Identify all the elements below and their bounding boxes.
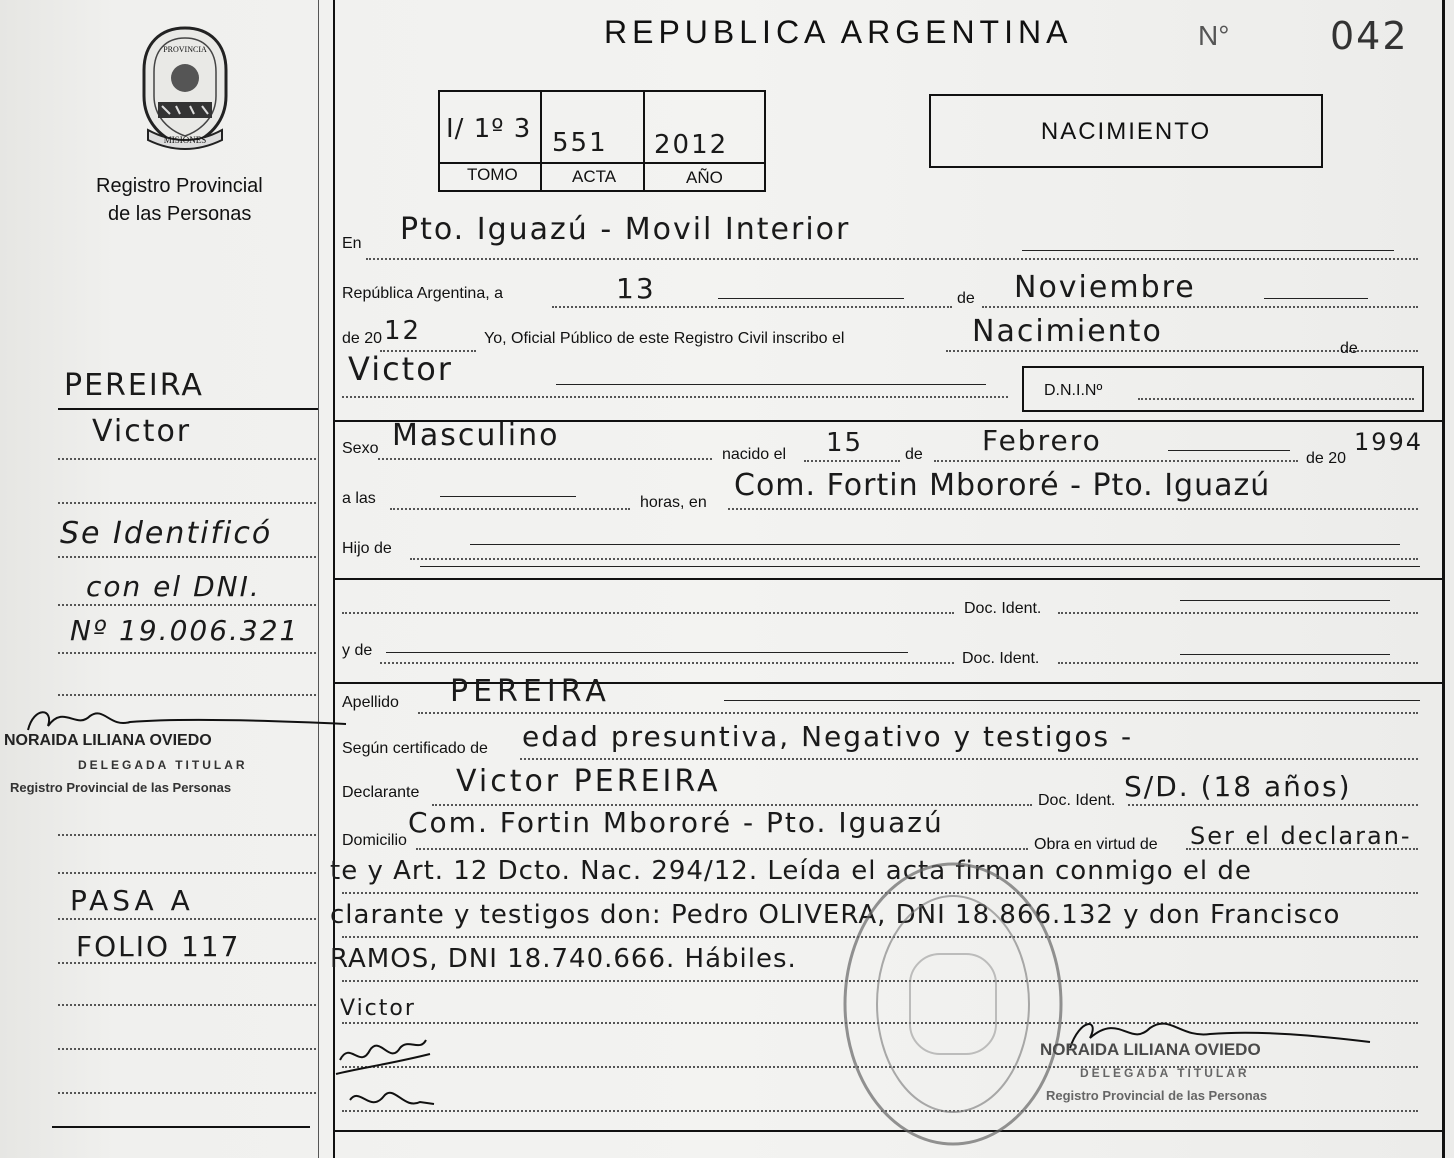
official-round-stamp-icon — [840, 858, 1066, 1150]
en-fill-line — [1022, 250, 1394, 251]
birth-place: Com. Fortin Mbororé - Pto. Iguazú — [734, 468, 1271, 503]
margin-surname: PEREIRA — [64, 368, 204, 403]
anio-label: AÑO — [686, 168, 723, 187]
dni-dotline — [1138, 398, 1414, 400]
hour-dotline — [390, 508, 630, 510]
hijo-dotline — [410, 558, 1418, 560]
hijo-fill-line-2 — [420, 566, 1420, 567]
country-title: REPUBLICA ARGENTINA — [604, 14, 1073, 50]
official-stamp-name: NORAIDA LILIANA OVIEDO — [1040, 1040, 1261, 1059]
en-dotline — [366, 258, 1418, 260]
registration-year: 12 — [384, 316, 422, 346]
horas-label: horas, en — [640, 494, 707, 511]
seal-top-text: PROVINCIA — [163, 45, 207, 54]
margin-dotline-12 — [58, 1048, 316, 1050]
month-de-label: de — [957, 290, 975, 307]
sexo-dotline — [378, 458, 712, 460]
domicilio-value: Com. Fortin Mbororé - Pto. Iguazú — [408, 806, 944, 839]
alas-label: a las — [342, 490, 376, 507]
margin-note-2: con el DNI. — [86, 570, 261, 603]
margin-pasa-1: PASA A — [70, 884, 194, 917]
acta-label: ACTA — [572, 167, 617, 186]
registry-line-2: de las Personas — [108, 203, 252, 225]
declarante-doc: S/D. (18 años) — [1124, 770, 1352, 803]
margin-dotline-2 — [58, 502, 316, 504]
month-dotline — [982, 306, 1418, 308]
birth-month: Febrero — [982, 424, 1102, 457]
margin-rule-1 — [58, 408, 318, 410]
text-line-1: te y Art. 12 Dcto. Nac. 294/12. Leída el acta firman conmigo el de — [330, 856, 1252, 886]
yde-label: y de — [342, 642, 373, 659]
official-stamp-role: DELEGADA TITULAR — [1080, 1066, 1250, 1080]
margin-dotline-8 — [58, 872, 316, 874]
document-type-box — [929, 94, 1323, 168]
segun-dotline — [520, 758, 1418, 760]
margin-note-3: Nº 19.006.321 — [70, 614, 300, 647]
hijo-fill-line — [470, 544, 1400, 545]
registration-day: 13 — [616, 272, 656, 305]
provincial-seal-icon — [130, 22, 240, 152]
name-dotline — [342, 396, 1008, 398]
margin-dotline-3 — [58, 556, 316, 558]
inscribe-value: Nacimiento — [972, 314, 1163, 349]
margin-pasa-2: FOLIO 117 — [76, 930, 241, 963]
margin-dotline-6 — [58, 694, 316, 696]
registration-month: Noviembre — [1014, 270, 1196, 305]
book-reference-box — [438, 90, 766, 192]
doc-ident-fill-1 — [1180, 600, 1390, 601]
number-label: N° — [1198, 20, 1230, 51]
day-fill-line — [718, 298, 904, 299]
name-fill-line — [556, 384, 986, 385]
birth-month-dotline — [934, 460, 1298, 462]
margin-stamp-office: Registro Provincial de las Personas — [10, 780, 232, 795]
domicilio-dotline — [416, 848, 1028, 850]
mother-dotline — [380, 662, 954, 664]
margin-dotline-11 — [58, 1004, 316, 1006]
declarante-label: Declarante — [342, 784, 420, 801]
declarante-doc-dotline — [1128, 804, 1418, 806]
birth-day: 15 — [826, 428, 864, 458]
signature-scribble-icon — [330, 1030, 440, 1130]
father-dotline — [342, 612, 954, 614]
acta-value: 551 — [552, 128, 608, 158]
child-name: Victor — [348, 350, 453, 388]
margin-dotline-1 — [58, 458, 316, 460]
hijo-label: Hijo de — [342, 540, 392, 557]
segun-label: Según certificado de — [342, 740, 488, 757]
birth-year: 1994 — [1354, 428, 1424, 456]
en-value: Pto. Iguazú - Movil Interior — [400, 212, 851, 247]
margin-dotline-10 — [58, 962, 316, 964]
birth-place-dotline — [728, 508, 1418, 510]
obra-label: Obra en virtud de — [1034, 836, 1158, 853]
apellido-dotline — [418, 712, 1418, 714]
dni-box — [1022, 366, 1424, 412]
day-dotline — [552, 306, 952, 308]
tomo-value: Ⅰ/ 1º 3 — [446, 114, 532, 144]
year-prefix: de 20 — [342, 330, 383, 347]
doc-ident-fill-2 — [1180, 654, 1390, 655]
republica-label: República Argentina, a — [342, 285, 503, 302]
signature-name: Victor — [340, 996, 416, 1021]
inscribe-de-label: de — [1340, 340, 1358, 357]
text-line-2: clarante y testigos don: Pedro OLIVERA, DNI 18.866.132 y don Francisco — [330, 900, 1341, 930]
declarante-value: Victor PEREIRA — [456, 764, 721, 799]
oficial-text: Yo, Oficial Público de este Registro Civil inscribo el — [484, 330, 845, 347]
margin-dotline-4 — [58, 604, 316, 606]
margin-note-1: Se Identificó — [60, 516, 273, 551]
sexo-label: Sexo — [342, 440, 379, 457]
month-fill-line — [1264, 298, 1368, 299]
tomo-label: TOMO — [467, 165, 518, 184]
hour-fill-line — [440, 496, 576, 497]
margin-dotline-5 — [58, 652, 316, 654]
birth-year-label: de 20 — [1306, 450, 1347, 467]
birth-month-de-label: de — [905, 446, 923, 463]
doc-ident-label-3: Doc. Ident. — [1038, 792, 1116, 809]
divider-2 — [333, 578, 1443, 580]
birth-day-dotline — [804, 460, 900, 462]
record-number: 042 — [1330, 14, 1409, 58]
doc-ident-dotline-1 — [1058, 612, 1418, 614]
left-frame-line-inner — [318, 0, 319, 1158]
text-line-3: RAMOS, DNI 18.740.666. Hábiles. — [330, 944, 797, 974]
seal-bottom-text: MISIONES — [163, 135, 207, 145]
birth-month-fill-line — [1168, 450, 1290, 451]
registry-line-1: Registro Provincial — [96, 175, 263, 197]
margin-dotline-7 — [58, 834, 316, 836]
nacido-label: nacido el — [722, 446, 787, 463]
margin-bottom-line — [52, 1126, 310, 1128]
margin-stamp-role: DELEGADA TITULAR — [78, 758, 248, 772]
margin-dotline-9 — [58, 918, 316, 920]
margin-stamp-name: NORAIDA LILIANA OVIEDO — [4, 732, 212, 749]
apellido-value: PEREIRA — [450, 674, 611, 709]
segun-value: edad presuntiva, Negativo y testigos - — [522, 720, 1134, 753]
doc-ident-dotline-2 — [1058, 662, 1418, 664]
dni-label: D.N.I.Nº — [1044, 382, 1103, 399]
apellido-label: Apellido — [342, 694, 399, 711]
en-label: En — [342, 235, 362, 252]
apellido-fill-line — [724, 700, 1420, 701]
margin-given-name: Victor — [92, 414, 192, 449]
doc-ident-label-2: Doc. Ident. — [962, 650, 1040, 667]
anio-value: 2012 — [654, 130, 729, 160]
sexo-value: Masculino — [392, 418, 560, 453]
document-type: NACIMIENTO — [1040, 118, 1212, 145]
official-stamp-office: Registro Provincial de las Personas — [1046, 1088, 1268, 1103]
domicilio-label: Domicilio — [342, 832, 407, 849]
doc-ident-label-1: Doc. Ident. — [964, 600, 1042, 617]
obra-value: Ser el declaran- — [1190, 822, 1412, 850]
margin-dotline-13 — [58, 1092, 316, 1094]
mother-fill-line — [386, 652, 908, 653]
